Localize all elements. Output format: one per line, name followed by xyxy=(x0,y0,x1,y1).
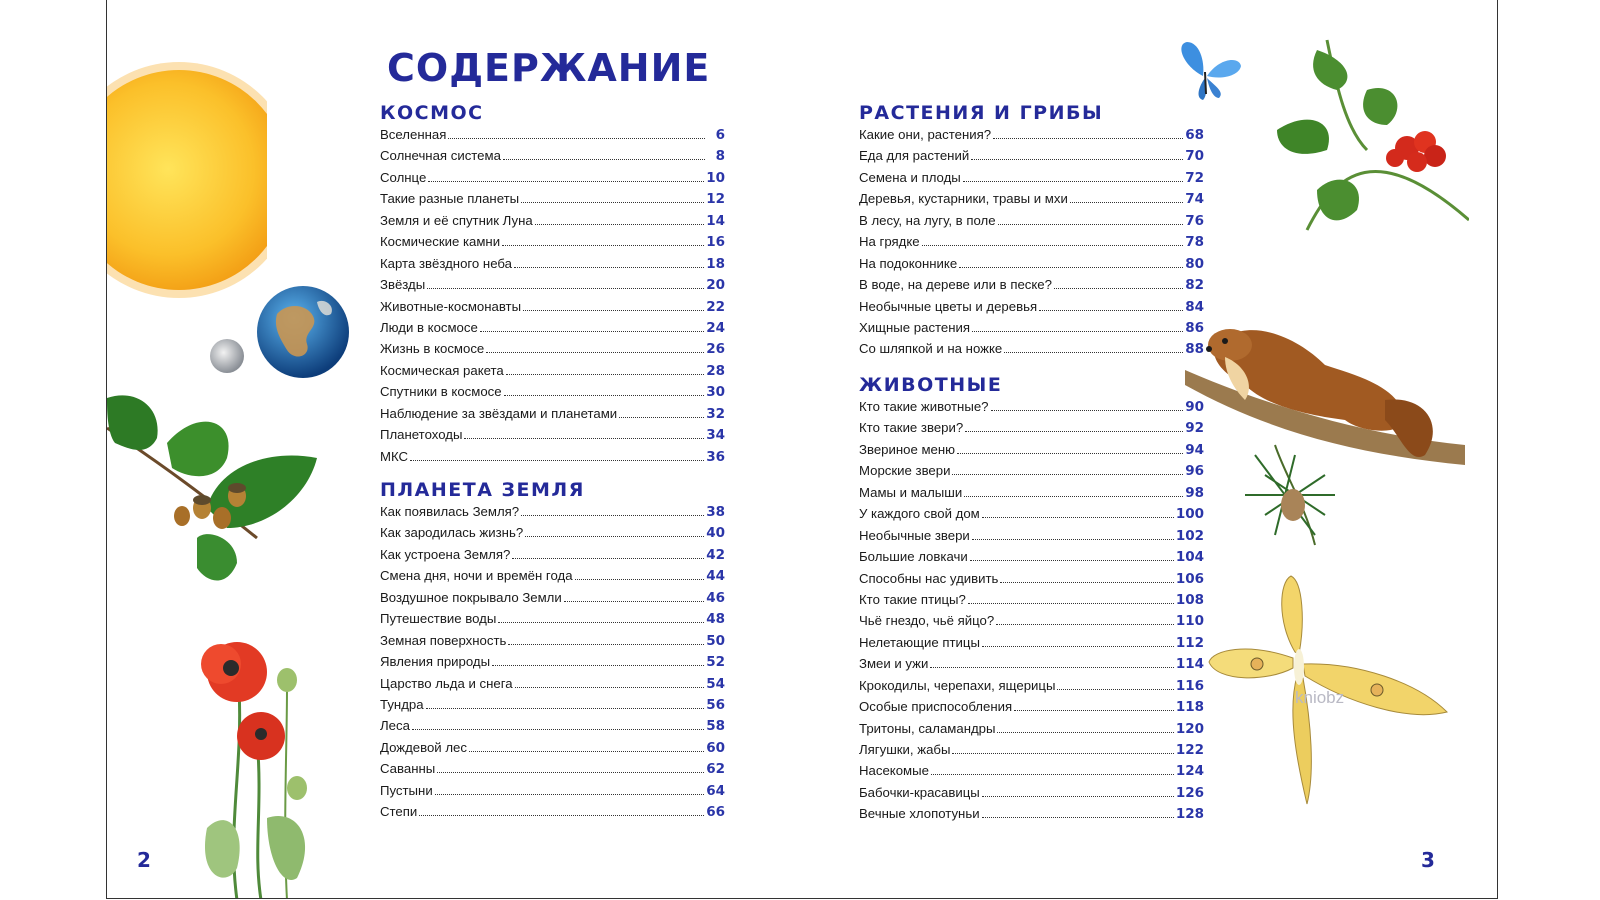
blue-butterfly-illustration xyxy=(1173,36,1245,106)
entry-title: Животные-космонавты xyxy=(380,298,522,314)
toc-entry[interactable] xyxy=(859,191,1204,212)
dot-leader xyxy=(930,667,1173,668)
entry-title: Саванны xyxy=(380,761,436,777)
entry-title: Космическая ракета xyxy=(380,362,504,378)
entry-page: 38 xyxy=(706,504,725,520)
dot-leader xyxy=(437,772,704,773)
toc-entry[interactable] xyxy=(859,699,1204,720)
entry-page: 100 xyxy=(1175,506,1204,523)
entry-title: Чьё гнездо, чьё яйцо? xyxy=(859,613,995,629)
toc-list xyxy=(380,127,725,470)
entry-title: Большие ловкачи xyxy=(859,549,968,565)
toc-entry[interactable] xyxy=(859,127,1204,148)
toc-entry[interactable] xyxy=(859,592,1204,613)
toc-entry[interactable] xyxy=(859,463,1204,484)
dot-leader xyxy=(952,474,1183,475)
toc-entry[interactable] xyxy=(380,363,725,384)
entry-title: Солнце xyxy=(380,169,427,185)
entry-page: 30 xyxy=(706,384,725,401)
dot-leader xyxy=(952,753,1173,754)
entry-page: 32 xyxy=(706,405,725,422)
entry-page: 14 xyxy=(706,212,725,229)
page-title: СОДЕРЖАНИЕ xyxy=(387,46,711,90)
dot-leader xyxy=(972,331,1183,332)
toc-entry[interactable] xyxy=(859,277,1204,298)
entry-title: Наблюдение за звёздами и планетами xyxy=(380,405,618,421)
book-spread xyxy=(106,0,1498,899)
entry-page: 36 xyxy=(706,448,725,465)
dot-leader xyxy=(435,794,705,795)
toc-entry[interactable] xyxy=(380,427,725,448)
toc-entry[interactable] xyxy=(859,571,1204,592)
dot-leader xyxy=(619,417,704,418)
entry-page: 84 xyxy=(1185,298,1204,315)
toc-entry[interactable] xyxy=(859,721,1204,742)
toc-entry[interactable] xyxy=(859,341,1204,362)
toc-entry[interactable] xyxy=(859,635,1204,656)
entry-title: Спутники в космосе xyxy=(380,384,502,400)
section-planeta-zemlya xyxy=(380,476,725,826)
entry-title: Такие разные планеты xyxy=(380,191,520,207)
toc-entry[interactable] xyxy=(859,170,1204,191)
entry-page: 48 xyxy=(706,611,725,628)
dot-leader xyxy=(486,352,704,353)
toc-entry[interactable] xyxy=(380,170,725,191)
entry-page: 112 xyxy=(1175,634,1204,651)
toc-entry[interactable] xyxy=(380,804,725,825)
entry-page: 20 xyxy=(706,277,725,294)
dot-leader xyxy=(998,224,1184,225)
entry-title: Крокодилы, черепахи, ящерицы xyxy=(859,677,1056,693)
dot-leader xyxy=(991,410,1184,411)
entry-page: 16 xyxy=(706,234,725,251)
toc-entry[interactable] xyxy=(380,213,725,234)
toc-entry[interactable] xyxy=(380,611,725,632)
toc-entry[interactable] xyxy=(380,761,725,782)
dot-leader xyxy=(480,331,704,332)
section-title: КОСМОС xyxy=(380,102,484,124)
entry-page: 102 xyxy=(1175,527,1204,544)
entry-page: 96 xyxy=(1185,463,1204,480)
dot-leader xyxy=(426,708,705,709)
entry-title: Как появилась Земля? xyxy=(380,504,520,519)
dot-leader xyxy=(419,815,704,816)
dot-leader xyxy=(469,751,704,752)
entry-page: 6 xyxy=(715,127,725,143)
dot-leader xyxy=(964,496,1183,497)
section-zhivotnye xyxy=(859,371,1204,828)
section-kosmos xyxy=(380,99,725,470)
toc-entry[interactable] xyxy=(380,384,725,405)
entry-page: 124 xyxy=(1175,763,1204,780)
dot-leader xyxy=(525,536,704,537)
page-number-left: 2 xyxy=(137,848,151,872)
entry-page: 118 xyxy=(1175,699,1204,716)
entry-title: Нелетающие птицы xyxy=(859,634,980,650)
entry-title: Семена и плоды xyxy=(859,169,961,185)
pine-marten-illustration xyxy=(1185,305,1465,560)
entry-title: Степи xyxy=(380,804,418,820)
entry-page: 34 xyxy=(706,427,725,444)
entry-page: 44 xyxy=(706,568,725,585)
dot-leader xyxy=(564,601,704,602)
dot-leader xyxy=(412,729,704,730)
toc-entry[interactable] xyxy=(859,528,1204,549)
entry-page: 10 xyxy=(706,169,725,186)
toc-entry[interactable] xyxy=(380,299,725,320)
dot-leader xyxy=(506,374,704,375)
entry-title: Как зародилась жизнь? xyxy=(380,525,524,541)
dot-leader xyxy=(971,159,1183,160)
toc-entry[interactable] xyxy=(859,763,1204,784)
dot-leader xyxy=(982,517,1174,518)
entry-title: Как устроена Земля? xyxy=(380,546,511,562)
dot-leader xyxy=(982,796,1174,797)
entry-page: 18 xyxy=(706,255,725,272)
section-title: РАСТЕНИЯ И ГРИБЫ xyxy=(859,102,1104,124)
dot-leader xyxy=(523,310,704,311)
dot-leader xyxy=(410,460,704,461)
toc-entry[interactable] xyxy=(859,485,1204,506)
dot-leader xyxy=(965,431,1183,432)
entry-title: В воде, на дереве или в песке? xyxy=(859,277,1052,293)
entry-page: 22 xyxy=(706,298,725,315)
entry-title: Солнечная система xyxy=(380,148,501,164)
dot-leader xyxy=(515,687,705,688)
entry-page: 70 xyxy=(1185,148,1204,165)
dot-leader xyxy=(521,515,704,516)
entry-title: Какие они, растения? xyxy=(859,127,992,142)
entry-page: 98 xyxy=(1185,484,1204,501)
entry-title: Путешествие воды xyxy=(380,611,497,627)
dot-leader xyxy=(575,579,705,580)
section-rasteniya-i-griby xyxy=(859,99,1204,363)
watermark: kniobz xyxy=(1295,688,1345,707)
entry-page: 92 xyxy=(1185,420,1204,437)
entry-page: 24 xyxy=(706,319,725,336)
entry-title: Кто такие звери? xyxy=(859,420,964,436)
entry-title: Космические камни xyxy=(380,234,501,250)
entry-title: Планетоходы xyxy=(380,427,463,443)
dot-leader xyxy=(963,181,1183,182)
entry-title: Хищные растения xyxy=(859,319,971,335)
dot-leader xyxy=(502,245,704,246)
entry-page: 28 xyxy=(706,362,725,379)
page-number-right: 3 xyxy=(1421,848,1435,872)
entry-page: 26 xyxy=(706,341,725,358)
dot-leader xyxy=(1004,352,1183,353)
entry-title: Необычные звери xyxy=(859,527,970,543)
entry-title: Кто такие птицы? xyxy=(859,591,966,607)
entry-page: 90 xyxy=(1185,399,1204,415)
entry-title: Способны нас удивить xyxy=(859,570,999,586)
entry-title: У каждого свой дом xyxy=(859,506,980,522)
entry-page: 80 xyxy=(1185,255,1204,272)
toc-entry[interactable] xyxy=(380,449,725,470)
entry-title: Звёзды xyxy=(380,277,426,293)
entry-title: Деревья, кустарники, травы и мхи xyxy=(859,191,1068,207)
sun-illustration xyxy=(107,62,267,302)
entry-page: 42 xyxy=(706,546,725,563)
entry-title: Тундра xyxy=(380,696,424,712)
toc-entry[interactable] xyxy=(859,613,1204,634)
dot-leader xyxy=(1057,689,1173,690)
toc-entry[interactable] xyxy=(859,656,1204,677)
toc-entry[interactable] xyxy=(380,697,725,718)
entry-page: 114 xyxy=(1175,656,1204,673)
entry-title: Со шляпкой и на ножке xyxy=(859,341,1003,357)
entry-page: 12 xyxy=(706,191,725,208)
entry-title: Воздушное покрывало Земли xyxy=(380,589,562,605)
toc-entry[interactable] xyxy=(380,148,725,169)
dot-leader xyxy=(1000,582,1173,583)
entry-page: 46 xyxy=(706,589,725,606)
entry-page: 104 xyxy=(1175,549,1204,566)
entry-title: Карта звёздного неба xyxy=(380,255,512,271)
entry-title: Пустыни xyxy=(380,782,433,798)
dot-leader xyxy=(464,438,704,439)
earth-and-moon-illustration xyxy=(207,284,357,389)
dot-leader xyxy=(428,181,704,182)
entry-title: Еда для растений xyxy=(859,148,970,164)
section-title: ПЛАНЕТА ЗЕМЛЯ xyxy=(380,479,585,501)
toc-entry[interactable] xyxy=(380,341,725,362)
dot-leader xyxy=(1039,310,1183,311)
entry-title: Особые приспособления xyxy=(859,699,1013,715)
toc-entry[interactable] xyxy=(859,148,1204,169)
dot-leader xyxy=(448,138,705,139)
toc-entry[interactable] xyxy=(859,442,1204,463)
poppy-illustration xyxy=(187,628,327,899)
dot-leader xyxy=(498,622,704,623)
toc-entry[interactable] xyxy=(859,806,1204,827)
toc-list xyxy=(859,127,1204,363)
entry-page: 110 xyxy=(1175,613,1204,630)
toc-entry[interactable] xyxy=(380,277,725,298)
entry-title: Необычные цветы и деревья xyxy=(859,298,1038,314)
toc-entry[interactable] xyxy=(859,299,1204,320)
entry-page: 40 xyxy=(706,525,725,542)
toc-entry[interactable] xyxy=(380,256,725,277)
entry-page: 116 xyxy=(1175,677,1204,694)
dot-leader xyxy=(959,267,1183,268)
toc-list xyxy=(859,399,1204,828)
entry-page: 120 xyxy=(1175,720,1204,737)
dot-leader xyxy=(968,603,1174,604)
toc-entry[interactable] xyxy=(380,740,725,761)
entry-title: Вечные хлопотуньи xyxy=(859,806,980,822)
dot-leader xyxy=(427,288,704,289)
tomato-plant-illustration xyxy=(1257,30,1469,252)
entry-page: 94 xyxy=(1185,441,1204,458)
dot-leader xyxy=(993,138,1183,139)
toc-entry[interactable] xyxy=(859,506,1204,527)
toc-entry[interactable] xyxy=(859,785,1204,806)
entry-page: 66 xyxy=(706,804,725,821)
entry-title: Царство льда и снега xyxy=(380,675,513,691)
entry-page: 56 xyxy=(706,696,725,713)
toc-entry[interactable] xyxy=(859,549,1204,570)
dot-leader xyxy=(972,539,1174,540)
entry-page: 50 xyxy=(706,632,725,649)
entry-title: Дождевой лес xyxy=(380,739,467,755)
entry-page: 128 xyxy=(1175,806,1204,823)
entry-page: 88 xyxy=(1185,341,1204,358)
dot-leader xyxy=(982,646,1174,647)
entry-page: 108 xyxy=(1175,591,1204,608)
toc-entry[interactable] xyxy=(380,547,725,568)
entry-page: 76 xyxy=(1185,212,1204,229)
dot-leader xyxy=(1054,288,1183,289)
toc-entry[interactable] xyxy=(859,420,1204,441)
entry-title: Люди в космосе xyxy=(380,319,478,335)
entry-title: Земная поверхность xyxy=(380,632,507,648)
toc-list xyxy=(380,504,725,826)
dot-leader xyxy=(996,624,1174,625)
entry-title: Бабочки-красавицы xyxy=(859,784,980,800)
entry-title: МКС xyxy=(380,448,409,464)
entry-title: На грядке xyxy=(859,234,920,250)
toc-entry[interactable] xyxy=(380,568,725,589)
toc-entry[interactable] xyxy=(859,399,1204,420)
dot-leader xyxy=(535,224,705,225)
entry-page: 86 xyxy=(1185,319,1204,336)
entry-title: Вселенная xyxy=(380,127,447,142)
entry-title: Леса xyxy=(380,718,410,734)
entry-page: 126 xyxy=(1175,784,1204,801)
entry-title: В лесу, на лугу, в поле xyxy=(859,212,996,228)
toc-entry[interactable] xyxy=(380,191,725,212)
toc-entry[interactable] xyxy=(380,676,725,697)
toc-entry[interactable] xyxy=(380,127,725,148)
dot-leader xyxy=(982,817,1174,818)
toc-entry[interactable] xyxy=(380,525,725,546)
toc-entry[interactable] xyxy=(380,504,725,525)
toc-entry[interactable] xyxy=(380,633,725,654)
entry-title: На подоконнике xyxy=(859,255,958,271)
dot-leader xyxy=(931,774,1174,775)
entry-title: Мамы и малыши xyxy=(859,484,963,500)
dot-leader xyxy=(503,159,705,160)
entry-page: 8 xyxy=(715,148,725,165)
entry-page: 78 xyxy=(1185,234,1204,251)
toc-entry[interactable] xyxy=(380,654,725,675)
section-title: ЖИВОТНЫЕ xyxy=(859,374,1003,396)
dot-leader xyxy=(922,245,1184,246)
entry-page: 72 xyxy=(1185,169,1204,186)
entry-page: 68 xyxy=(1185,127,1204,143)
toc-entry[interactable] xyxy=(859,256,1204,277)
entry-page: 106 xyxy=(1175,570,1204,587)
entry-title: Земля и её спутник Луна xyxy=(380,212,533,228)
entry-title: Змеи и ужи xyxy=(859,656,929,672)
toc-entry[interactable] xyxy=(380,406,725,427)
entry-page: 58 xyxy=(706,718,725,735)
entry-page: 54 xyxy=(706,675,725,692)
entry-title: Жизнь в космосе xyxy=(380,341,485,357)
dot-leader xyxy=(492,665,704,666)
entry-title: Смена дня, ночи и времён года xyxy=(380,568,573,584)
toc-entry[interactable] xyxy=(859,320,1204,341)
entry-title: Кто такие животные? xyxy=(859,399,989,414)
entry-title: Насекомые xyxy=(859,763,929,779)
dot-leader xyxy=(1070,202,1183,203)
entry-page: 82 xyxy=(1185,277,1204,294)
entry-title: Звериное меню xyxy=(859,441,956,457)
entry-page: 74 xyxy=(1185,191,1204,208)
toc-entry[interactable] xyxy=(859,678,1204,699)
dot-leader xyxy=(521,202,704,203)
toc-entry[interactable] xyxy=(380,320,725,341)
entry-title: Тритоны, саламандры xyxy=(859,720,996,736)
dot-leader xyxy=(504,395,705,396)
entry-title: Морские звери xyxy=(859,463,951,479)
toc-entry[interactable] xyxy=(380,783,725,804)
toc-entry[interactable] xyxy=(859,742,1204,763)
dot-leader xyxy=(508,644,704,645)
toc-entry[interactable] xyxy=(380,718,725,739)
entry-page: 64 xyxy=(706,782,725,799)
oak-branch-illustration xyxy=(107,388,322,588)
dot-leader xyxy=(514,267,704,268)
entry-page: 122 xyxy=(1175,742,1204,758)
dot-leader xyxy=(512,558,704,559)
toc-entry[interactable] xyxy=(859,234,1204,255)
toc-entry[interactable] xyxy=(380,590,725,611)
entry-page: 52 xyxy=(706,654,725,671)
dot-leader xyxy=(1014,710,1174,711)
dot-leader xyxy=(957,453,1183,454)
entry-page: 62 xyxy=(706,761,725,778)
dot-leader xyxy=(997,732,1173,733)
toc-entry[interactable] xyxy=(859,213,1204,234)
dot-leader xyxy=(970,560,1174,561)
entry-title: Лягушки, жабы xyxy=(859,742,951,757)
entry-page: 60 xyxy=(706,739,725,756)
entry-title: Явления природы xyxy=(380,654,491,670)
toc-entry[interactable] xyxy=(380,234,725,255)
